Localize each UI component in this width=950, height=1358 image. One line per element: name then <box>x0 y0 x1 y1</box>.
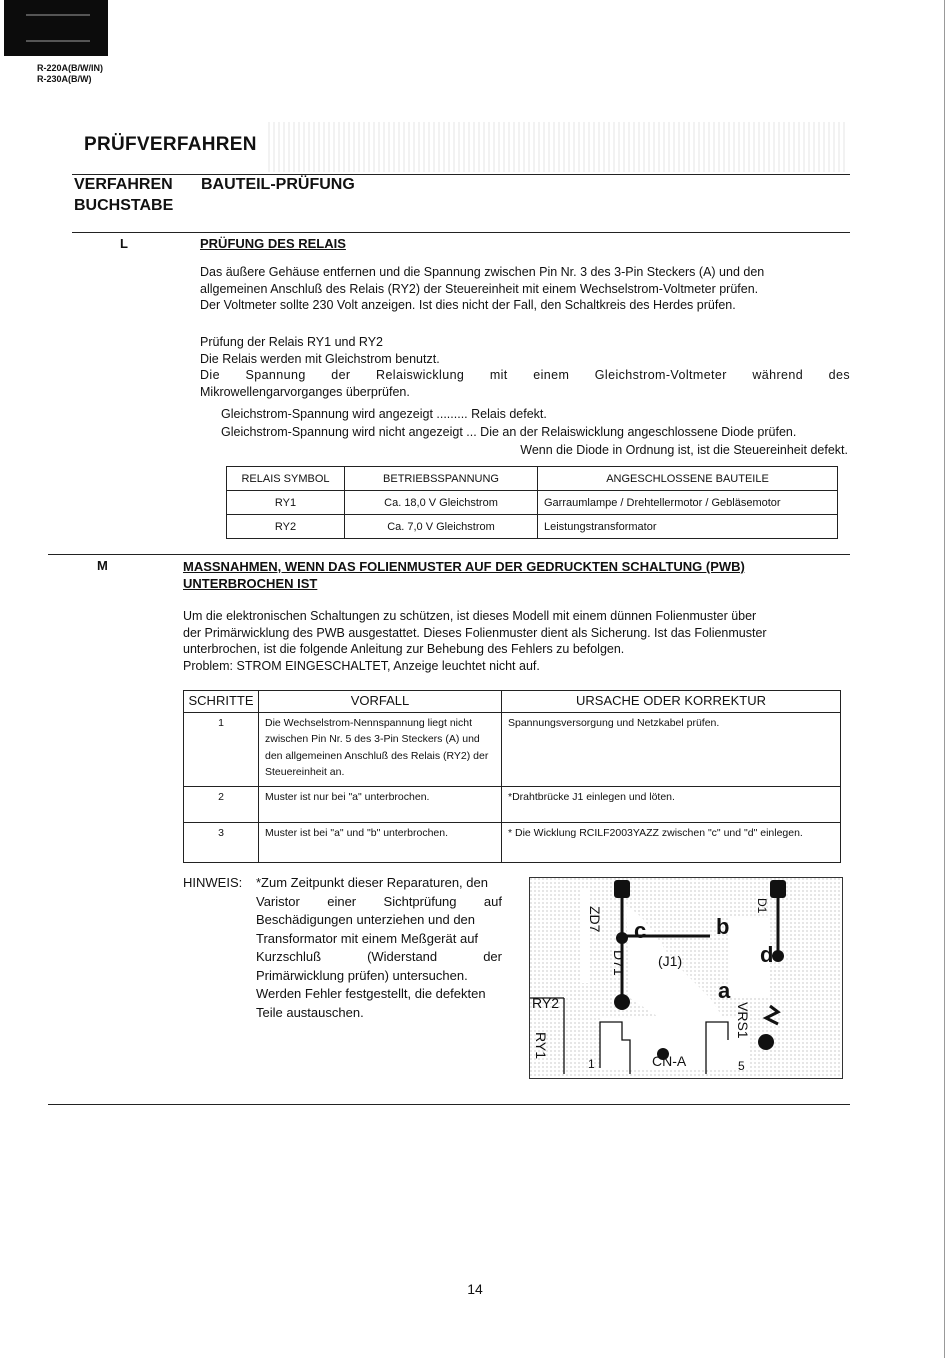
label-a: a <box>718 978 731 1003</box>
step-event: Muster ist bei "a" und "b" unterbrochen. <box>259 822 502 862</box>
note-text <box>256 874 502 1022</box>
note-line: Varistor einer Sichtprüfung auf <box>256 893 502 909</box>
note-line: Transformator mit einem Meßgerät auf <box>256 930 479 946</box>
table-header-cell: RELAIS SYMBOL <box>227 467 345 491</box>
model-numbers <box>37 63 103 85</box>
label-ry1: RY1 <box>533 1032 549 1059</box>
relay-check-line: Mikrowellengarvorganges überprüfen. <box>200 384 410 399</box>
page-title: PRÜFVERFAHREN <box>84 134 257 155</box>
table-header-cell: SCHRITTE <box>184 691 259 713</box>
table-cell: Ca. 7,0 V Gleichstrom <box>345 515 538 539</box>
note-line: Kurzschluß (Widerstand der <box>256 949 502 964</box>
step-correction: * Die Wicklung RCILF2003YAZZ zwischen "c" und "d" einlegen. <box>502 822 841 862</box>
table-cell: Garraumlampe / Drehtellermotor / Gebläsemotor <box>538 491 838 515</box>
intro-line: der Primärwicklung des PWB ausgestattet. Dieses Folienmuster dient als Sicherung. Ist das Folienmuster <box>183 625 767 640</box>
bottom-rule <box>48 1104 850 1105</box>
intro-line: Das äußere Gehäuse entfernen und die Spannung zwischen Pin Nr. 3 des 3-Pin Steckers (A) und den <box>200 265 765 279</box>
section-m-heading <box>183 558 745 592</box>
step-number: 1 <box>184 712 259 786</box>
intro-line: allgemeinen Anschluß des Relais (RY2) der Steuereinheit mit einem Wechselstrom-Voltmeter prüfen. <box>200 281 759 296</box>
column-letter-line-1: VERFAHREN <box>74 176 173 193</box>
relay-table-header <box>227 467 838 491</box>
section-l-rule <box>72 232 850 233</box>
column-letter-header <box>74 174 173 216</box>
note-line: Werden Fehler festgestellt, die defekten <box>256 986 486 1001</box>
table-row <box>184 786 841 822</box>
intro-line: Der Voltmeter sollte 230 Volt anzeigen. Ist dies nicht der Fall, den Schaltkreis des Herdes prüfen. <box>200 298 736 312</box>
intro-line: Um die elektronischen Schaltungen zu schützen, ist dieses Modell mit einem dünnen Folienmuster über <box>183 609 757 623</box>
section-l-letter: L <box>120 236 128 251</box>
table-row <box>184 712 841 786</box>
heading-line: MASSNAHMEN, WENN DAS FOLIENMUSTER AUF DER GEDRUCKTEN SCHALTUNG (PWB) <box>183 559 745 574</box>
check-result-1: Gleichstrom-Spannung wird angezeigt ......... Relais defekt. <box>221 407 547 421</box>
title-shade <box>268 122 846 172</box>
step-event: Muster ist nur bei "a" unterbrochen. <box>259 786 502 822</box>
check-result-3: Wenn die Diode in Ordnung ist, ist die Steuereinheit defekt. <box>520 443 848 457</box>
label-pin5: 5 <box>738 1059 745 1073</box>
relay-check-text <box>200 334 850 400</box>
label-vrs1: VRS1 <box>735 1002 751 1039</box>
model-line-2: R-230A(B/W) <box>37 74 92 84</box>
relay-check-line: Die Spannung der Relaiswicklung mit einem Gleichstrom-Voltmeter während des <box>200 368 850 382</box>
section-m-rule <box>48 554 850 555</box>
steps-table <box>183 690 841 863</box>
check-result-2: Gleichstrom-Spannung wird nicht angezeigt ... Die an der Relaiswicklung angeschlossene Diode prüfen. <box>221 425 797 439</box>
note-line: Beschädigungen unterziehen und den <box>256 912 476 927</box>
column-check-header: BAUTEIL-PRÜFUNG <box>201 176 355 193</box>
pwb-diagram <box>529 877 843 1079</box>
note-line: Primärwicklung prüfen) untersuchen. <box>256 967 468 983</box>
table-cell: RY2 <box>227 515 345 539</box>
table-header-cell: ANGESCHLOSSENE BAUTEILE <box>538 467 838 491</box>
header-rule <box>72 174 850 175</box>
label-d: d <box>760 942 774 967</box>
table-cell: Leistungstransformator <box>538 515 838 539</box>
step-event: Die Wechselstrom-Nennspannung liegt nicht zwischen Pin Nr. 5 des 3-Pin Steckers (A) und den allgemeinen Anschluß des Relais (RY2) der Steuereinheit an. <box>259 712 502 786</box>
pwb-diagram-svg <box>530 878 842 1078</box>
table-row <box>184 822 841 862</box>
table-header-cell: URSACHE ODER KORREKTUR <box>502 691 841 713</box>
label-pin1: 1 <box>588 1057 595 1071</box>
label-j1: (J1) <box>658 953 683 969</box>
scan-edge <box>944 0 945 1358</box>
steps-table-header <box>184 691 841 713</box>
table-header-cell: VORFALL <box>259 691 502 713</box>
step-correction: Spannungsversorgung und Netzkabel prüfen. <box>502 712 841 786</box>
heading-line: UNTERBROCHEN IST <box>183 576 318 591</box>
section-m-intro <box>183 608 851 674</box>
table-row <box>227 491 838 515</box>
section-l-intro <box>200 264 850 314</box>
label-b: b <box>716 914 730 939</box>
intro-line: unterbrochen, ist die folgende Anleitung zur Behebung des Fehlers zu befolgen. <box>183 642 625 656</box>
copper-areas <box>530 878 842 1078</box>
model-line-1: R-220A(B/W/IN) <box>37 63 104 73</box>
note-label: HINWEIS: <box>183 875 243 890</box>
note-line: Teile austauschen. <box>256 1004 364 1020</box>
section-m-letter: M <box>97 558 108 573</box>
label-ry2: RY2 <box>532 995 559 1011</box>
note-line: *Zum Zeitpunkt dieser Reparaturen, den <box>256 875 488 890</box>
label-d1: D1 <box>755 898 769 914</box>
step-number: 2 <box>184 786 259 822</box>
table-cell: RY1 <box>227 491 345 515</box>
column-letter-line-2: BUCHSTABE <box>74 197 174 214</box>
brand-logo <box>4 0 108 56</box>
table-cell: Ca. 18,0 V Gleichstrom <box>345 491 538 515</box>
intro-line: Problem: STROM EINGESCHALTET, Anzeige leuchtet nicht auf. <box>183 658 540 673</box>
step-correction: *Drahtbrücke J1 einlegen und löten. <box>502 786 841 822</box>
page-number: 14 <box>467 1281 483 1297</box>
label-c: c <box>634 918 647 943</box>
table-header-cell: BETRIEBSSPANNUNG <box>345 467 538 491</box>
step-number: 3 <box>184 822 259 862</box>
label-zd7: ZD7 <box>587 906 603 933</box>
relay-check-line: Die Relais werden mit Gleichstrom benutzt. <box>200 351 440 366</box>
table-row <box>227 515 838 539</box>
relay-table <box>226 466 838 539</box>
label-d71: D71 <box>611 950 627 976</box>
relay-check-line: Prüfung der Relais RY1 und RY2 <box>200 335 383 349</box>
label-cn-a: CN-A <box>652 1053 687 1069</box>
section-l-heading: PRÜFUNG DES RELAIS <box>200 236 346 251</box>
